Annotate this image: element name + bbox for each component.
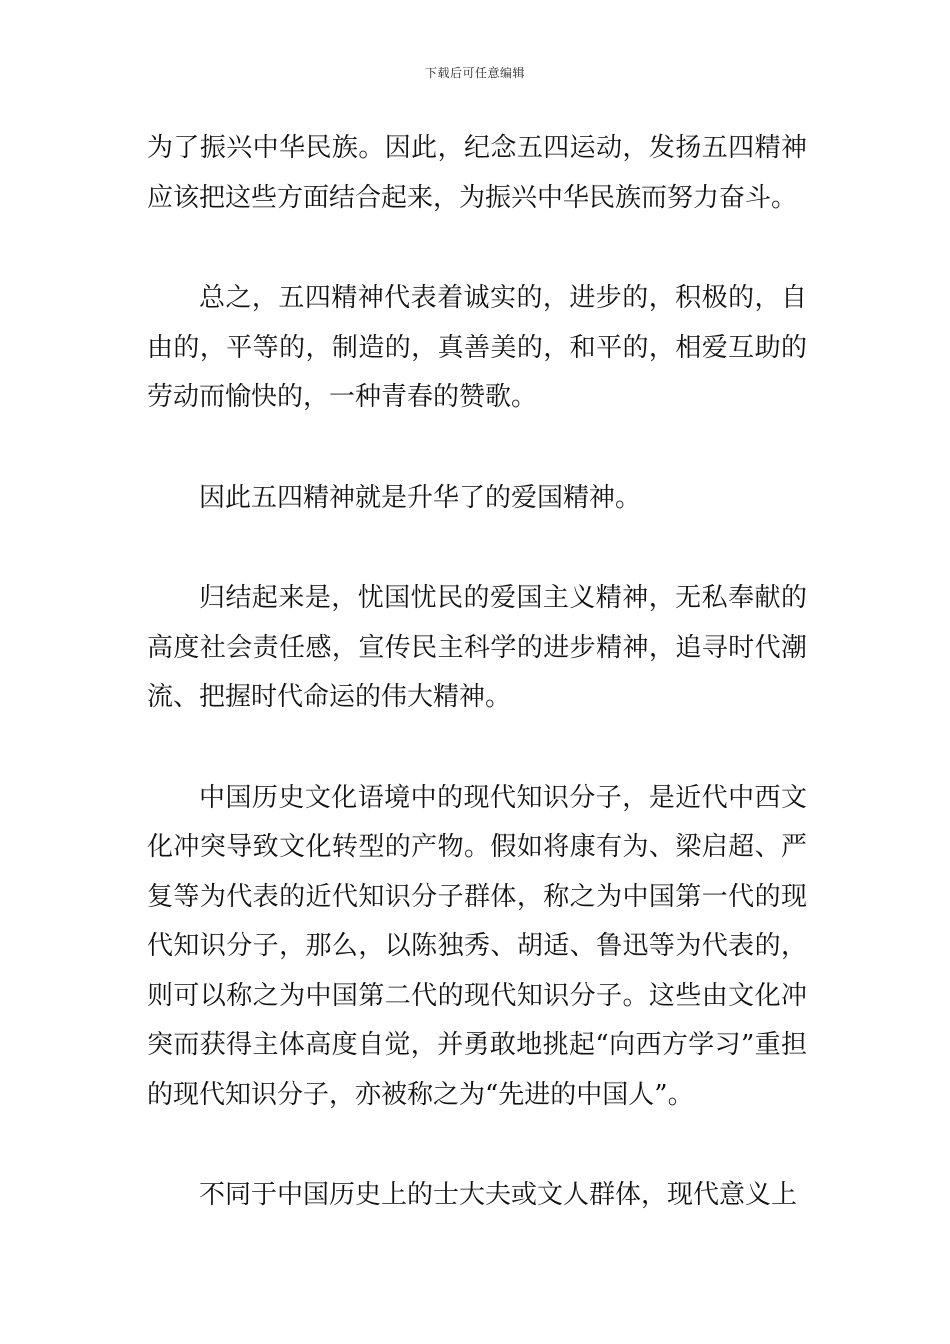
paragraph-1: 为了振兴中华民族。因此，纪念五四运动，发扬五四精神应该把这些方面结合起来，为振兴中华民族而努力奋斗。 <box>147 133 807 213</box>
page-header: 下载后可任意编辑 <box>424 66 525 80</box>
paragraph-6: 不同于中国历史上的士大夫或文人群体，现代意义上 <box>199 1180 798 1210</box>
paragraph-2: 总之，五四精神代表着诚实的，进步的，积极的，自由的，平等的，制造的，真善美的，和平的，相爱互助的劳动而愉快的，一种青春的赞歌。 <box>147 283 807 412</box>
paragraph-4: 归结起来是，忧国忧民的爱国主义精神，无私奉献的高度社会责任感，宣传民主科学的进步精神，追寻时代潮流、把握时代命运的伟大精神。 <box>147 583 807 712</box>
paragraph-5: 中国历史文化语境中的现代知识分子，是近代中西文化冲突导致文化转型的产物。假如将康有为、梁启超、严复等为代表的近代知识分子群体，称之为中国第一代的现代知识分子，那么，以陈独秀、胡适、鲁迅等为代表的，则可以称之为中国第二代的现代知识分子。这些由文化冲突而获得主体高度自觉，并勇敢地挑起“向西方学习”重担的现代知识分子，亦被称之为“先进的中国人”。 <box>147 782 807 1110</box>
document-body <box>147 124 807 1221</box>
paragraph-3: 因此五四精神就是升华了的爱国精神。 <box>199 482 642 513</box>
